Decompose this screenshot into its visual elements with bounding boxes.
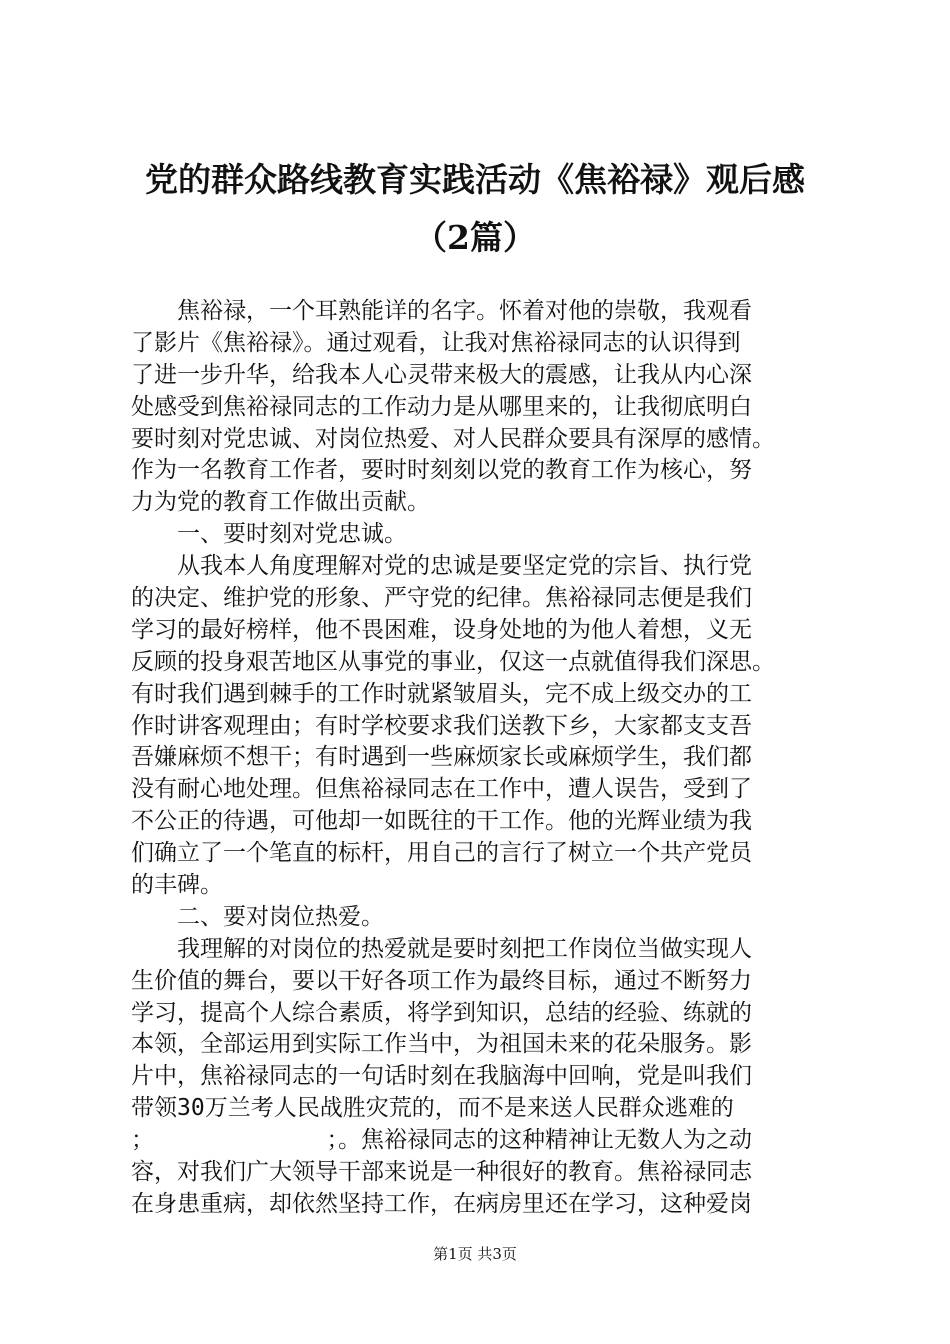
- body-text-line: 要时刻对党忠诚、对岗位热爱、对人民群众要具有深厚的感情。: [131, 425, 775, 452]
- body-text-line: 生价值的舞台，要以干好各项工作为最终目标，通过不断努力: [131, 967, 752, 994]
- body-text-line: 的丰碑。: [131, 872, 223, 899]
- body-text-line: ； ；。焦裕禄同志的这种精神让无数人为之动: [131, 1127, 752, 1154]
- body-text-line: 作为一名教育工作者，要时时刻刻以党的教育工作为核心，努: [131, 457, 752, 484]
- document-title: 党的群众路线教育实践活动《焦裕禄》观后感: [145, 160, 805, 199]
- body-text-line: 一、要时刻对党忠诚。: [131, 521, 407, 548]
- body-text-line: 焦裕禄，一个耳熟能详的名字。怀着对他的崇敬，我观看: [131, 298, 752, 324]
- body-text-line: 吾嫌麻烦不想干；有时遇到一些麻烦家长或麻烦学生，我们都: [131, 744, 752, 771]
- body-text-line: 了进一步升华，给我本人心灵带来极大的震感，让我从内心深: [131, 361, 752, 388]
- body-text-line: 片中，焦裕禄同志的一句话时刻在我脑海中回响，党是叫我们: [131, 1063, 752, 1090]
- body-text-line: 有时我们遇到棘手的工作时就紧皱眉头，完不成上级交办的工: [131, 680, 752, 707]
- body-text-line: 没有耐心地处理。但焦裕禄同志在工作中，遭人误告，受到了: [131, 776, 752, 803]
- body-text-line: 的决定、维护党的形象、严守党的纪律。焦裕禄同志便是我们: [131, 585, 752, 612]
- body-text-line: 力为党的教育工作做出贡献。: [131, 489, 430, 516]
- body-text-line: 不公正的待遇，可他却一如既往的干工作。他的光辉业绩为我: [131, 808, 752, 835]
- body-text-line: 从我本人角度理解对党的忠诚是要坚定党的宗旨、执行党: [131, 553, 752, 580]
- body-text-line: 在身患重病，却依然坚持工作，在病房里还在学习，这种爱岗: [131, 1190, 752, 1217]
- body-text-line: 带领30万兰考人民战胜灾荒的，而不是来送人民群众逃难的: [131, 1095, 734, 1122]
- body-text-line: 处感受到焦裕禄同志的工作动力是从哪里来的，让我彻底明白: [131, 393, 752, 420]
- body-text-line: 本领，全部运用到实际工作当中，为祖国未来的花朵服务。影: [131, 1031, 752, 1058]
- body-text-line: 容，对我们广大领导干部来说是一种很好的教育。焦裕禄同志: [131, 1159, 752, 1186]
- body-text-line: 学习的最好榜样，他不畏困难，设身处地的为他人着想，义无: [131, 616, 752, 643]
- body-text-line: 我理解的对岗位的热爱就是要时刻把工作岗位当做实现人: [131, 935, 752, 962]
- page-footer: 第1页 共3页: [433, 1245, 517, 1263]
- body-text-line: 反顾的投身艰苦地区从事党的事业，仅这一点就值得我们深思。: [131, 648, 775, 675]
- body-text-line: 了影片《焦裕禄》。通过观看，让我对焦裕禄同志的认识得到: [131, 329, 741, 356]
- body-text-line: 二、要对岗位热爱。: [131, 903, 384, 930]
- body-text-line: 们确立了一个笔直的标杆，用自己的言行了树立一个共产党员: [131, 840, 752, 867]
- body-text-line: 作时讲客观理由；有时学校要求我们送教下乡，大家都支支吾: [131, 712, 752, 739]
- document-body: [131, 296, 851, 1221]
- body-text-line: 学习，提高个人综合素质，将学到知识，总结的经验、练就的: [131, 999, 752, 1026]
- document-title-subline: （2篇）: [414, 218, 536, 257]
